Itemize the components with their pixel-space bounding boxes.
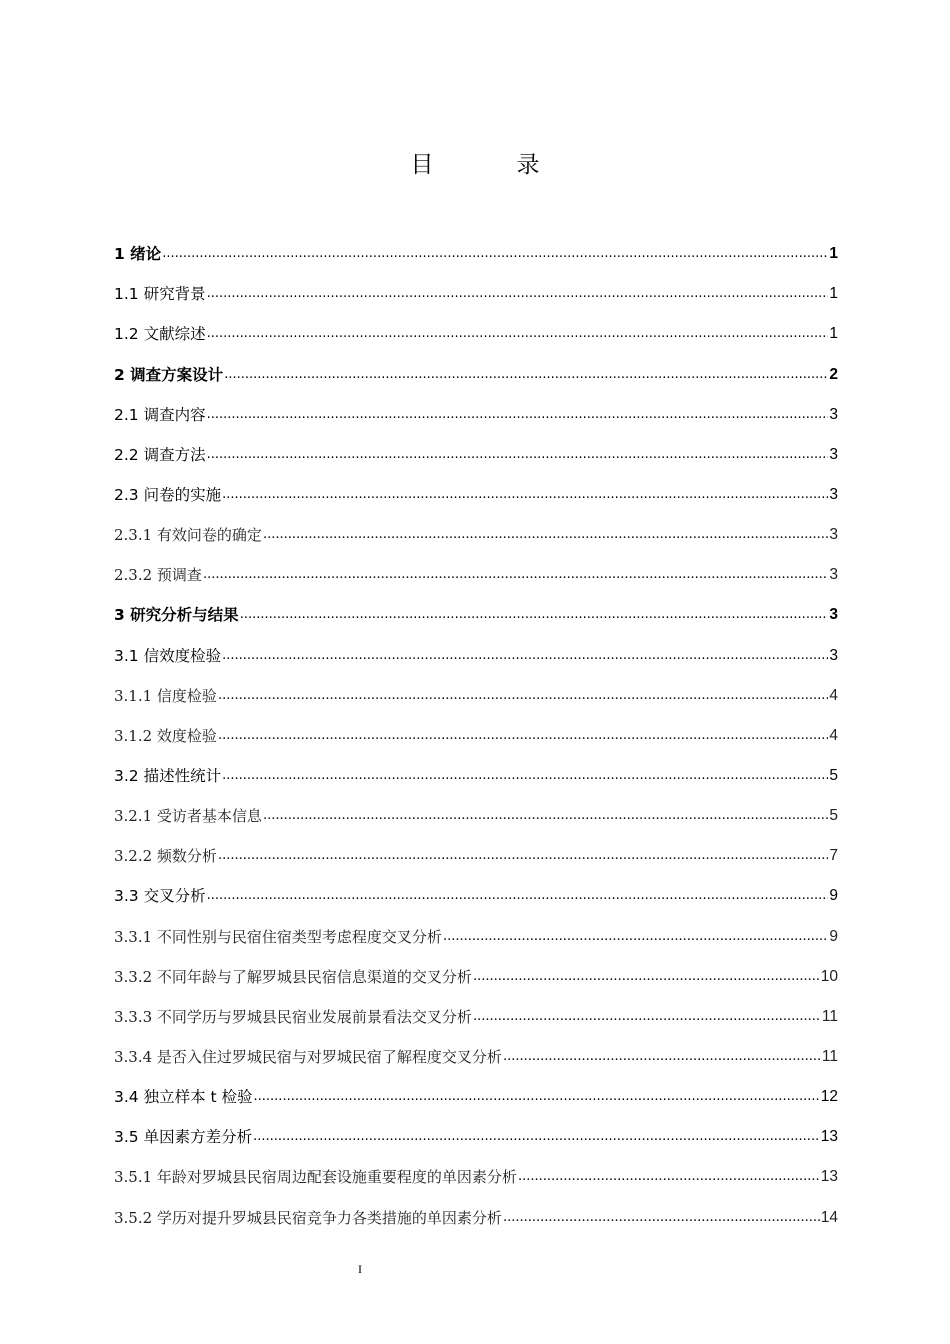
toc-entry-label: 3.1.1 信度检验 <box>114 686 217 705</box>
toc-entry-label: 3.5.2 学历对提升罗城县民宿竞争力各类措施的单因素分析 <box>114 1208 502 1227</box>
dot-leader <box>207 445 829 465</box>
page-title: 目 录 <box>410 152 570 178</box>
toc-entry[interactable] <box>114 912 838 952</box>
toc-entry-label: 3 研究分析与结果 <box>114 606 239 625</box>
dot-leader <box>218 846 828 866</box>
toc-entry-page: 3 <box>829 485 838 503</box>
dot-leader <box>473 967 820 987</box>
toc-entry-page: 1 <box>829 245 838 263</box>
dot-leader <box>203 565 828 585</box>
toc-entry-page: 4 <box>829 726 838 744</box>
toc-entry[interactable] <box>114 471 838 511</box>
dot-leader <box>207 405 829 425</box>
toc-entry[interactable] <box>114 591 838 631</box>
dot-leader <box>518 1167 820 1187</box>
toc-entry-page: 7 <box>829 847 838 865</box>
toc-entry-label: 2.1 调查内容 <box>114 405 206 424</box>
toc-entry-label: 3.1.2 效度检验 <box>114 726 217 745</box>
dot-leader <box>207 886 829 906</box>
toc-entry[interactable] <box>114 752 838 792</box>
toc-entry-label: 3.5.1 年龄对罗城县民宿周边配套设施重要程度的单因素分析 <box>114 1168 517 1187</box>
toc-entry[interactable] <box>114 953 838 993</box>
toc-entry-label: 3.4 独立样本 t 检验 <box>114 1088 253 1107</box>
dot-leader <box>222 646 828 666</box>
dot-leader <box>222 766 828 786</box>
toc-entry[interactable] <box>114 792 838 832</box>
toc-entry[interactable] <box>114 431 838 471</box>
toc-entry[interactable] <box>114 993 838 1033</box>
toc-entry-label: 3.2.1 受访者基本信息 <box>114 807 262 826</box>
toc-entry-label: 2.3 问卷的实施 <box>114 485 222 504</box>
toc-entry[interactable] <box>114 551 838 591</box>
toc-entry[interactable] <box>114 1193 838 1233</box>
toc-entry-page: 3 <box>829 526 838 544</box>
toc-entry-page: 3 <box>829 445 838 463</box>
toc-entry[interactable] <box>114 1153 838 1193</box>
toc-entry[interactable] <box>114 391 838 431</box>
toc-entry-page: 13 <box>820 1168 838 1186</box>
toc-entry-page: 13 <box>820 1128 838 1146</box>
toc-entry-page: 14 <box>820 1208 838 1226</box>
toc-entry-label: 2.2 调查方法 <box>114 445 206 464</box>
toc-entry[interactable] <box>114 230 838 270</box>
toc-entry-page: 3 <box>829 646 838 664</box>
toc-entry-page: 3 <box>829 405 838 423</box>
toc-entry-label: 2.3.1 有效问卷的确定 <box>114 526 262 545</box>
toc-entry-label: 2 调查方案设计 <box>114 365 224 384</box>
toc-entry[interactable] <box>114 270 838 310</box>
toc-entry-label: 2.3.2 预调查 <box>114 566 202 585</box>
toc-entry-page: 9 <box>829 887 838 905</box>
toc-entry[interactable] <box>114 832 838 872</box>
toc-entry-label: 3.3.4 是否入住过罗城民宿与对罗城民宿了解程度交叉分析 <box>114 1047 502 1066</box>
dot-leader <box>503 1208 820 1228</box>
toc-entry[interactable] <box>114 350 838 390</box>
toc-entry-label: 1.1 研究背景 <box>114 285 206 304</box>
dot-leader <box>222 485 828 505</box>
toc-entry-page: 4 <box>829 686 838 704</box>
dot-leader <box>240 605 829 625</box>
toc-entry-page: 12 <box>820 1088 838 1106</box>
table-of-contents <box>114 230 838 1234</box>
toc-entry-label: 3.3 交叉分析 <box>114 887 206 906</box>
dot-leader <box>162 244 828 264</box>
toc-entry-label: 3.3.2 不同年龄与了解罗城县民宿信息渠道的交叉分析 <box>114 967 472 986</box>
dot-leader <box>253 1127 820 1147</box>
toc-entry-page: 3 <box>829 606 838 624</box>
toc-entry-page: 1 <box>829 285 838 303</box>
page-number: I <box>358 1262 362 1276</box>
dot-leader <box>224 365 828 385</box>
toc-entry-label: 3.2 描述性统计 <box>114 766 222 785</box>
toc-entry-label: 3.2.2 频数分析 <box>114 847 217 866</box>
toc-entry-page: 9 <box>829 927 838 945</box>
toc-entry-label: 3.3.1 不同性别与民宿住宿类型考虑程度交叉分析 <box>114 927 442 946</box>
toc-entry[interactable] <box>114 1033 838 1073</box>
toc-entry[interactable] <box>114 712 838 752</box>
toc-entry-page: 1 <box>829 325 838 343</box>
toc-entry-label: 1.2 文献综述 <box>114 325 206 344</box>
toc-entry-label: 3.5 单因素方差分析 <box>114 1128 253 1147</box>
toc-entry[interactable] <box>114 672 838 712</box>
toc-entry[interactable] <box>114 511 838 551</box>
dot-leader <box>443 927 828 947</box>
dot-leader <box>263 525 828 545</box>
toc-entry[interactable] <box>114 872 838 912</box>
toc-entry-page: 11 <box>821 1047 838 1065</box>
toc-entry[interactable] <box>114 1073 838 1113</box>
dot-leader <box>218 686 828 706</box>
dot-leader <box>218 726 828 746</box>
toc-entry-page: 3 <box>829 566 838 584</box>
toc-entry-page: 5 <box>829 766 838 784</box>
dot-leader <box>263 806 828 826</box>
dot-leader <box>254 1087 820 1107</box>
toc-entry[interactable] <box>114 310 838 350</box>
toc-entry-label: 3.1 信效度检验 <box>114 646 222 665</box>
toc-entry[interactable] <box>114 631 838 671</box>
dot-leader <box>207 324 829 344</box>
toc-entry-label: 3.3.3 不同学历与罗城县民宿业发展前景看法交叉分析 <box>114 1007 472 1026</box>
dot-leader <box>207 284 829 304</box>
toc-entry-label: 1 绪论 <box>114 245 162 264</box>
dot-leader <box>473 1007 821 1027</box>
toc-entry-page: 10 <box>820 967 838 985</box>
toc-entry-page: 5 <box>829 807 838 825</box>
toc-entry[interactable] <box>114 1113 838 1153</box>
dot-leader <box>503 1047 821 1067</box>
toc-entry-page: 2 <box>829 365 838 383</box>
toc-entry-page: 11 <box>821 1007 838 1025</box>
